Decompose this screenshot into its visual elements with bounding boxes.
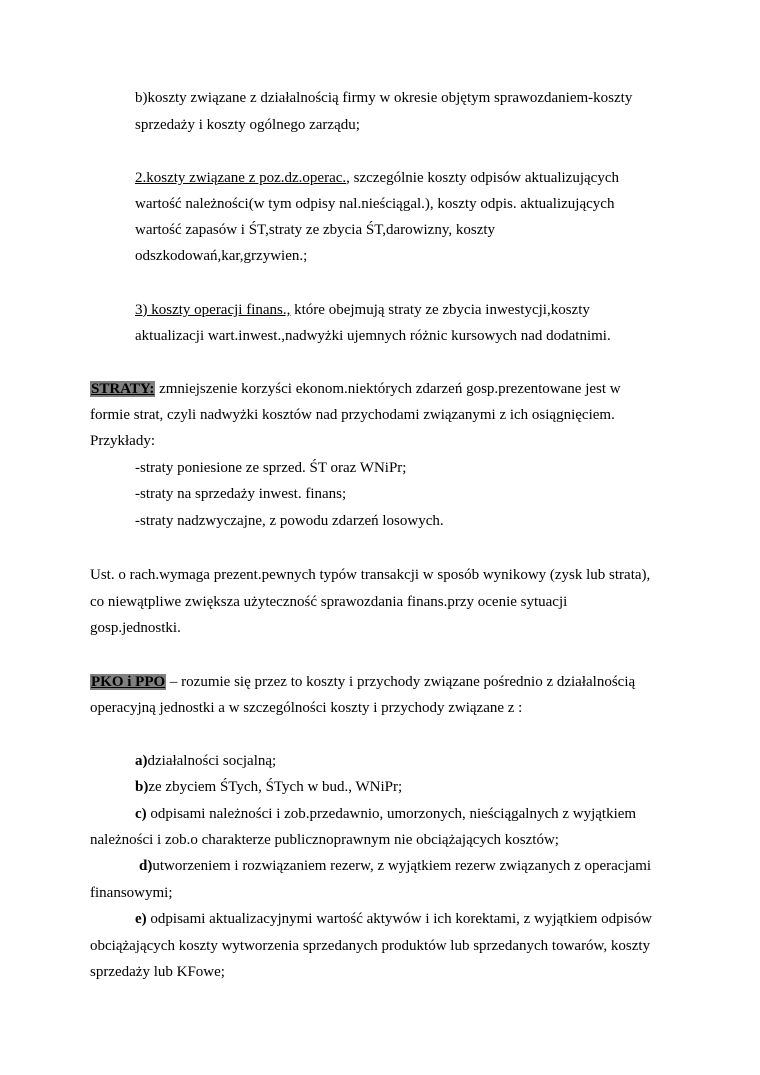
straty-label: STRATY: (91, 381, 155, 397)
pko-item-b (135, 778, 402, 796)
pko-item-e-letter: e) (135, 911, 147, 927)
section-2-line-1 (135, 169, 619, 187)
pko-item-c-line-2: należności i zob.o charakterze publicznoprawnym nie obciążających kosztów; (90, 832, 559, 848)
straty-line-3: Przykłady: (90, 433, 155, 449)
pko-label: PKO i PPO (91, 674, 166, 690)
straty-line-2: formie strat, czyli nadwyżki kosztów nad przychodami związanymi z ich osiągnięciem. (90, 407, 615, 423)
pko-item-c (135, 805, 636, 823)
section-3-line-1-rest: które obejmują straty ze zbycia inwestycji,koszty (290, 302, 590, 318)
section-b-line-2: sprzedaży i koszty ogólnego zarządu; (135, 117, 360, 133)
straty-line-1-rest: zmniejszenie korzyści ekonom.niektórych zdarzeń gosp.prezentowane jest w (155, 381, 621, 397)
pko-item-e-text-1: odpisami aktualizacyjnymi wartość aktywów i ich korektami, z wyjątkiem odpisów (146, 911, 652, 927)
straty-item-3: -straty nadzwyczajne, z powodu zdarzeń losowych. (135, 513, 444, 529)
pko-item-e-line-3: sprzedaży lub KFowe; (90, 964, 225, 980)
pko-item-a (135, 752, 276, 770)
section-2-line-4: odszkodowań,kar,grzywien.; (135, 248, 308, 264)
straty-item-2: -straty na sprzedaży inwest. finans; (135, 486, 347, 502)
pko-item-e (135, 910, 652, 928)
pko-item-b-letter: b) (135, 779, 149, 795)
ustawa-line-1: Ust. o rach.wymaga prezent.pewnych typów transakcji w sposób wynikowy (zysk lub strata), (90, 567, 651, 583)
straty-line-1 (90, 380, 621, 398)
section-2-line-1-rest: , szczególnie koszty odpisów aktualizujących (346, 170, 619, 186)
section-3-line-2: aktualizacji wart.inwest.,nadwyżki ujemnych różnic kursowych nad dodatnimi. (135, 328, 611, 344)
pko-item-a-text: działalności socjalną; (147, 753, 277, 769)
pko-item-c-text-1: odpisami należności i zob.przedawnio, umorzonych, nieściągalnych z wyjątkiem (146, 806, 637, 822)
pko-item-d-letter: d) (139, 858, 153, 874)
section-2-heading: 2.koszty związane z poz.dz.operac. (135, 170, 347, 186)
ustawa-line-3: gosp.jednostki. (90, 620, 181, 636)
section-2-line-2: wartość należności(w tym odpisy nal.nieściągal.), koszty odpis. aktualizujących (135, 196, 615, 212)
pko-line-2: operacyjną jednostki a w szczególności koszty i przychody związane z : (90, 700, 523, 716)
ustawa-line-2: co niewątpliwe zwiększa użyteczność sprawozdania finans.przy ocenie sytuacji (90, 594, 568, 610)
pko-line-1-rest: – rozumie się przez to koszty i przychody związane pośrednio z działalnością (166, 674, 636, 690)
pko-item-b-text: ze zbyciem ŚTych, ŚTych w bud., WNiPr; (148, 779, 403, 795)
pko-item-c-letter: c) (135, 806, 147, 822)
pko-item-d-text-1: utworzeniem i rozwiązaniem rezerw, z wyjątkiem rezerw związanych z operacjami (152, 858, 652, 874)
straty-item-1: -straty poniesione ze sprzed. ŚT oraz WNiPr; (135, 460, 407, 476)
pko-item-e-line-2: obciążających koszty wytworzenia sprzedanych produktów lub sprzedanych towarów, koszty (90, 938, 651, 954)
section-b-line-1: b)koszty związane z działalnością firmy w okresie objętym sprawozdaniem-koszty (135, 90, 633, 106)
section-2-line-3: wartość zapasów i ŚT,straty ze zbycia ŚT,darowizny, koszty (135, 222, 496, 238)
pko-item-d (139, 857, 651, 875)
pko-line-1 (90, 673, 635, 691)
section-3-heading: 3) koszty operacji finans., (135, 302, 291, 318)
pko-item-d-line-2: finansowymi; (90, 885, 173, 901)
section-3-line-1 (135, 301, 590, 319)
pko-item-a-letter: a) (135, 753, 148, 769)
